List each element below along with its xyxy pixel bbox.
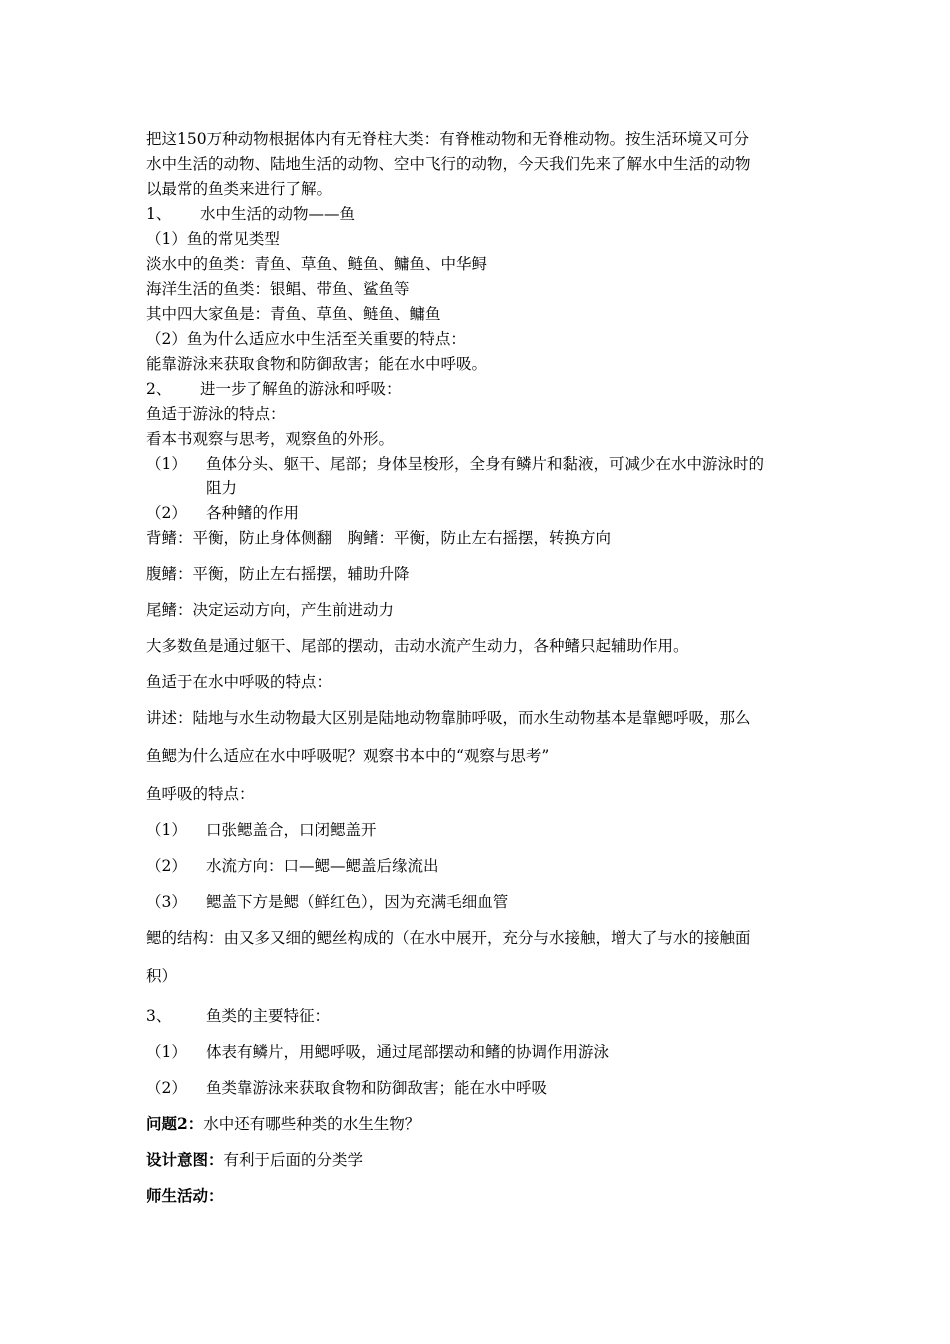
breath-item-2 (146, 855, 816, 877)
section-2-title: 进一步了解鱼的游泳和呼吸： (200, 380, 402, 398)
feature-item-2 (146, 1077, 816, 1099)
swim-item-1-text: 鱼体分头、躯干、尾部；身体呈梭形，全身有鳞片和黏液，可减少在水中游泳时的 (206, 455, 765, 473)
feature-item-1-number: （1） (146, 1043, 187, 1061)
sea-fish: 海洋生活的鱼类：银鲳、带鱼、鲨鱼等 (146, 280, 410, 298)
fin-summary: 大多数鱼是通过躯干、尾部的摆动，击动水流产生动力，各种鳍只起辅助作用。 (146, 637, 689, 655)
section-3-number: 3、 (146, 1007, 172, 1025)
breath-item-1 (146, 819, 816, 841)
breath-item-3 (146, 891, 816, 913)
breath-talk-line-1: 讲述：陆地与水生动物最大区别是陆地动物靠肺呼吸，而水生动物基本是靠鳃呼吸，那么 (146, 709, 751, 727)
feature-item-1 (146, 1041, 816, 1063)
section-2-heading (146, 378, 816, 400)
intro-line-2: 水中生活的动物、陆地生活的动物、空中飞行的动物，今天我们先来了解水中生活的动物 (146, 155, 751, 173)
breath-item-2-number: （2） (146, 857, 187, 875)
fin-tail: 尾鳍：决定运动方向，产生前进动力 (146, 601, 395, 619)
design-intent (146, 1149, 816, 1171)
subsection-1-2: （2）鱼为什么适应水中生活至关重要的特点： (146, 330, 466, 348)
section-1-title: 水中生活的动物——鱼 (200, 205, 356, 223)
intro-line-1: 把这150万种动物根据体内有无脊柱大类：有脊椎动物和无脊椎动物。按生活环境又可分 (146, 130, 750, 148)
question-2-label: 问题2： (146, 1114, 204, 1133)
breath-features: 鱼呼吸的特点： (146, 785, 255, 803)
swim-title: 鱼适于游泳的特点： (146, 405, 286, 423)
section-3-heading (146, 1005, 816, 1027)
gill-structure-line-1: 鳃的结构：由又多又细的鳃丝构成的（在水中展开，充分与水接触，增大了与水的接触面 (146, 929, 751, 947)
freshwater-fish: 淡水中的鱼类：青鱼、草鱼、鲢鱼、鳙鱼、中华鲟 (146, 255, 488, 273)
four-major-fish: 其中四大家鱼是：青鱼、草鱼、鲢鱼、鳙鱼 (146, 305, 441, 323)
subsection-1-1: （1）鱼的常见类型 (146, 230, 280, 248)
swim-item-2-text: 各种鳍的作用 (206, 504, 300, 522)
design-intent-text: 有利于后面的分类学 (223, 1151, 364, 1169)
feature-item-2-number: （2） (146, 1079, 187, 1097)
section-3-title: 鱼类的主要特征： (206, 1007, 331, 1025)
feature-item-2-text: 鱼类靠游泳来获取食物和防御敌害；能在水中呼吸 (206, 1079, 548, 1097)
section-1-number: 1、 (146, 205, 172, 223)
question-2-text: 水中还有哪些种类的水生生物？ (203, 1115, 421, 1133)
section-2-number: 2、 (146, 380, 172, 398)
design-intent-label: 设计意图： (146, 1150, 224, 1169)
swim-observe: 看本书观察与思考，观察鱼的外形。 (146, 430, 395, 448)
breath-talk-line-2: 鱼鳃为什么适应在水中呼吸呢？观察书本中的“观察与思考” (146, 747, 550, 765)
breath-item-1-text: 口张鳃盖合，口闭鳃盖开 (206, 821, 377, 839)
swim-item-2 (146, 502, 816, 524)
section-1-heading (146, 203, 816, 225)
question-2 (146, 1113, 816, 1135)
intro-line-3: 以最常的鱼类来进行了解。 (146, 180, 333, 198)
fin-belly: 腹鳍：平衡，防止左右摇摆，辅助升降 (146, 565, 410, 583)
feature-item-1-text: 体表有鳞片，用鳃呼吸，通过尾部摆动和鳍的协调作用游泳 (206, 1043, 610, 1061)
subsection-1-2-answer: 能靠游泳来获取食物和防御敌害；能在水中呼吸。 (146, 355, 488, 373)
swim-item-2-number: （2） (146, 504, 187, 522)
swim-item-1-continuation: 阻力 (206, 479, 238, 497)
swim-item-1-number: （1） (146, 455, 187, 473)
breath-title: 鱼适于在水中呼吸的特点： (146, 673, 333, 691)
swim-item-1 (146, 453, 816, 475)
teacher-student-activity: 师生活动： (146, 1186, 224, 1205)
gill-structure-line-2: 积） (146, 967, 178, 985)
breath-item-3-text: 鳃盖下方是鳃（鲜红色），因为充满毛细血管 (206, 893, 509, 911)
fin-back-chest: 背鳍：平衡，防止身体侧翻 胸鳍：平衡，防止左右摇摆，转换方向 (146, 529, 612, 547)
breath-item-2-text: 水流方向：口—鳃—鳃盖后缘流出 (206, 857, 439, 875)
breath-item-3-number: （3） (146, 893, 187, 911)
breath-item-1-number: （1） (146, 821, 187, 839)
